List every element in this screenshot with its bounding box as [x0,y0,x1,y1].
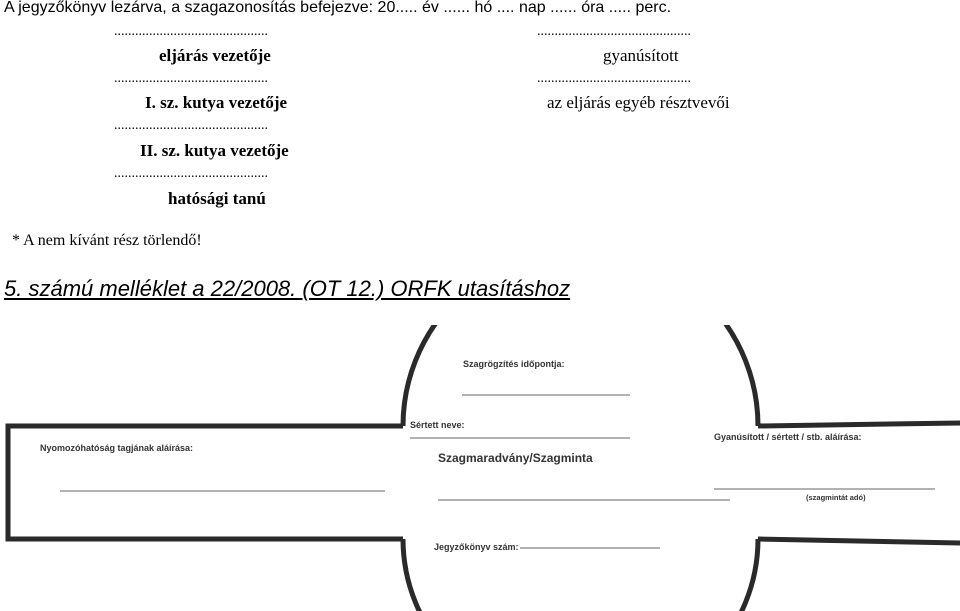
form-title: Szagmaradvány/Szagminta [438,451,593,465]
scent-sample-label-form [0,325,960,611]
signature-dots-line: ............................................ [114,166,268,181]
signature-dots-line: ............................................ [114,24,268,39]
deletion-note: * A nem kívánt rész törlendő! [12,232,202,249]
annex-title: 5. számú melléklet a 22/2008. (OT 12.) ORFK utasításhoz [4,276,571,301]
closing-statement: A jegyzőkönyv lezárva, a szagazonosítás befejezve: 20..... év ...... hó .... nap ...... óra ..... perc. [4,0,672,16]
signature-dots-line: ............................................ [537,24,691,39]
investigator-label: Nyomozóhatóság tagjának aláírása: [40,443,194,453]
signature-label-proceeding-leader: eljárás vezetője [159,46,271,65]
sample-giver-label: (szagmintát adó) [806,493,866,502]
record-number-label: Jegyzőkönyv szám: [434,542,519,552]
signature-label-other-participants: az eljárás egyéb résztvevői [547,93,730,112]
signature-dots-line: ............................................ [114,118,268,133]
suspect-label: Gyanúsított / sértett / stb. aláírása: [714,432,862,442]
signature-dots-line: ............................................ [114,71,268,86]
form-right-band-bottom [758,539,960,543]
form-circle-top-arc [403,325,758,426]
signature-label-suspect: gyanúsított [603,46,679,65]
signature-dots-line: ............................................ [537,71,691,86]
signature-label-dog1-handler: I. sz. kutya vezetője [145,93,288,112]
victim-label: Sértett neve: [410,420,465,430]
form-right-band-top [758,423,960,426]
signature-label-dog2-handler: II. sz. kutya vezetője [140,141,289,160]
time-label: Szagrögzítés időpontja: [463,359,565,369]
signature-label-official-witness: hatósági tanú [168,189,266,208]
